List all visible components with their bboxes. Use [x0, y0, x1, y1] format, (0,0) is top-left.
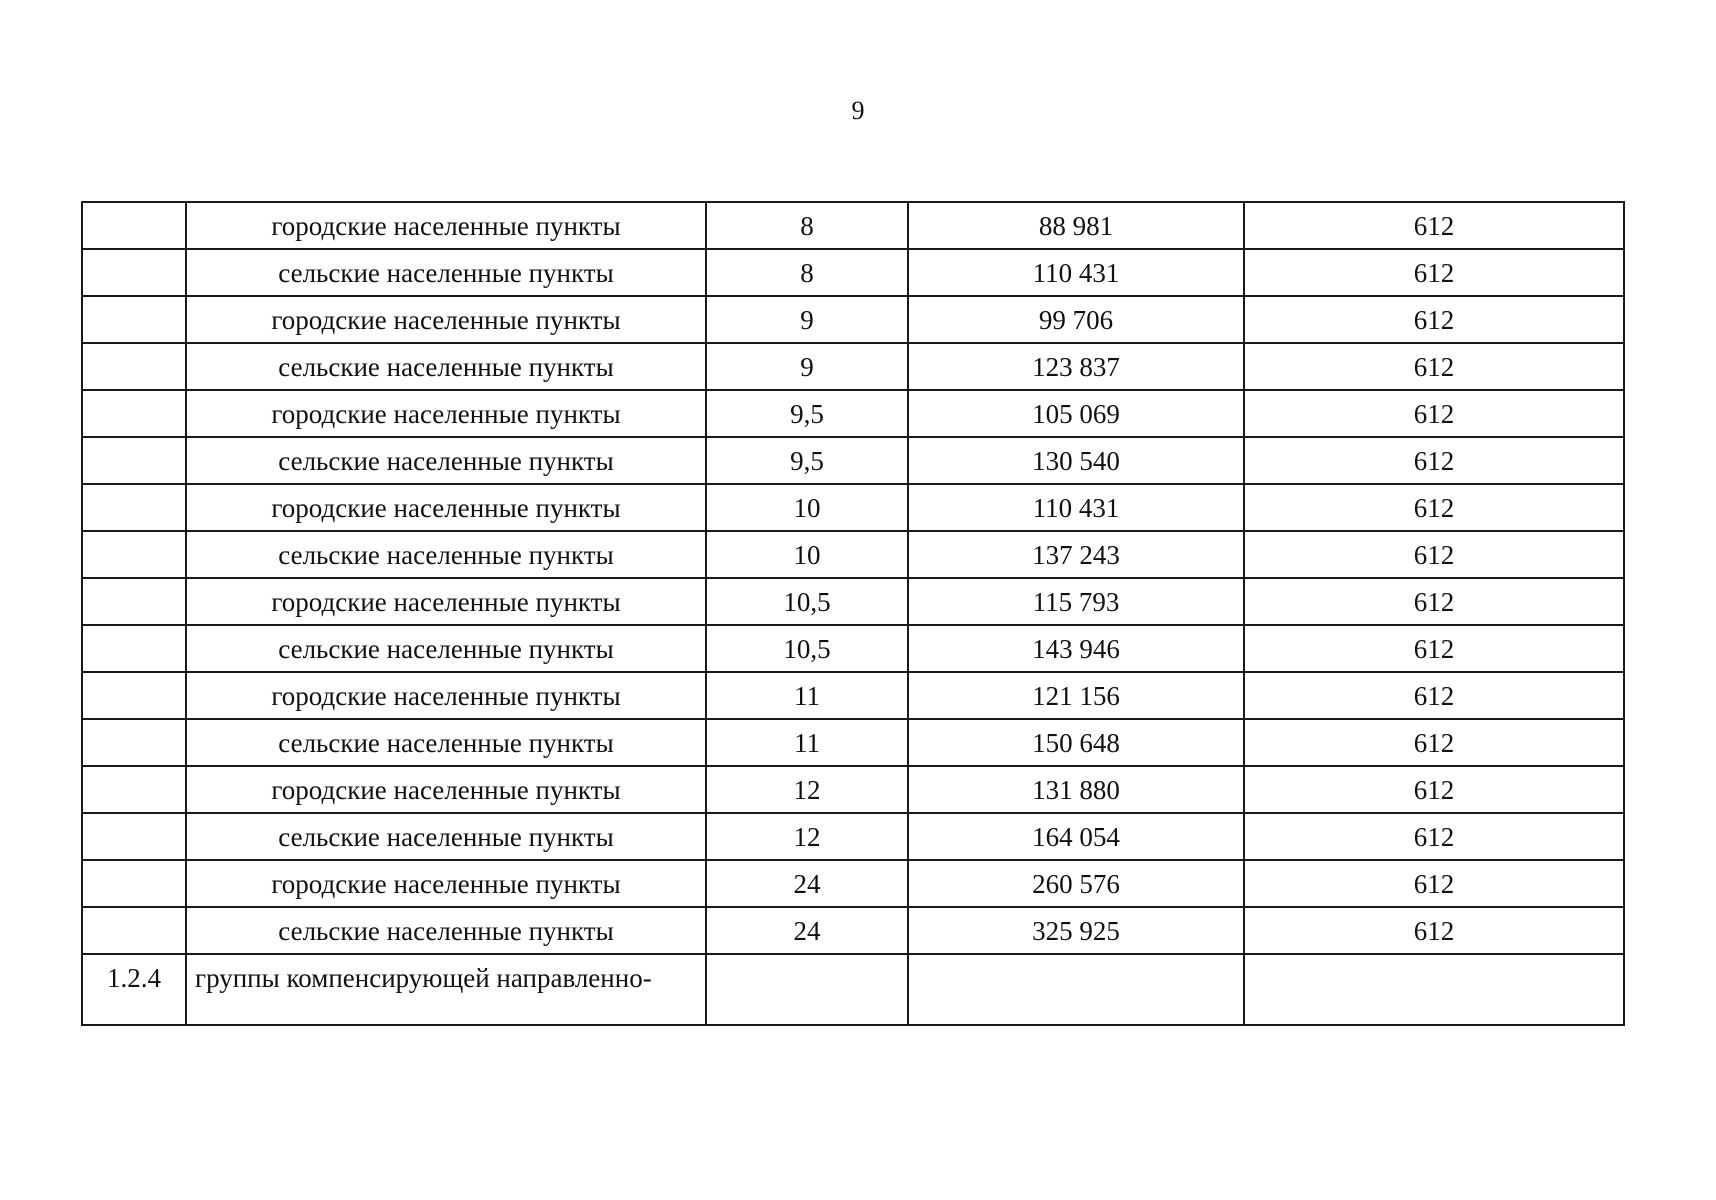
settlement-type-cell: городские населенные пункты	[186, 766, 706, 813]
code-cell: 612	[1244, 766, 1624, 813]
amount-cell: 110 431	[908, 249, 1244, 296]
row-number-cell	[82, 907, 186, 954]
page-number: 9	[851, 96, 865, 125]
amount-cell: 115 793	[908, 578, 1244, 625]
row-number-cell	[82, 672, 186, 719]
hours-cell: 12	[706, 813, 908, 860]
code-cell: 612	[1244, 625, 1624, 672]
amount-cell: 131 880	[908, 766, 1244, 813]
code-cell: 612	[1244, 672, 1624, 719]
code-cell: 612	[1244, 719, 1624, 766]
row-number-cell	[82, 249, 186, 296]
hours-cell: 11	[706, 672, 908, 719]
table-row	[82, 719, 1624, 766]
settlement-type-cell: сельские населенные пункты	[186, 813, 706, 860]
amount-cell: 130 540	[908, 437, 1244, 484]
hours-cell: 10	[706, 531, 908, 578]
hours-cell: 12	[706, 766, 908, 813]
amount-cell: 137 243	[908, 531, 1244, 578]
hours-cell: 9,5	[706, 390, 908, 437]
settlement-type-cell: городские населенные пункты	[186, 578, 706, 625]
table-row	[82, 766, 1624, 813]
row-number-cell	[82, 860, 186, 907]
row-number-cell	[82, 813, 186, 860]
row-number-cell	[82, 578, 186, 625]
row-number-cell: 1.2.4	[82, 954, 186, 1025]
hours-cell: 11	[706, 719, 908, 766]
row-number-cell	[82, 766, 186, 813]
settlement-type-cell: сельские населенные пункты	[186, 249, 706, 296]
settlement-type-cell: городские населенные пункты	[186, 390, 706, 437]
settlement-type-cell: сельские населенные пункты	[186, 625, 706, 672]
hours-cell: 9	[706, 296, 908, 343]
settlement-type-cell: городские населенные пункты	[186, 484, 706, 531]
hours-cell: 10,5	[706, 625, 908, 672]
code-cell: 612	[1244, 531, 1624, 578]
hours-cell: 24	[706, 907, 908, 954]
settlement-type-cell: городские населенные пункты	[186, 672, 706, 719]
table-row	[82, 437, 1624, 484]
code-cell: 612	[1244, 296, 1624, 343]
row-number-cell	[82, 625, 186, 672]
amount-cell: 260 576	[908, 860, 1244, 907]
table-row	[82, 860, 1624, 907]
row-number-cell	[82, 390, 186, 437]
hours-cell: 9	[706, 343, 908, 390]
hours-cell	[706, 954, 908, 1025]
hours-cell: 9,5	[706, 437, 908, 484]
table-row	[82, 202, 1624, 249]
amount-cell: 123 837	[908, 343, 1244, 390]
code-cell: 612	[1244, 907, 1624, 954]
amount-cell: 110 431	[908, 484, 1244, 531]
row-number-cell	[82, 202, 186, 249]
code-cell	[1244, 954, 1624, 1025]
code-cell: 612	[1244, 249, 1624, 296]
settlement-type-cell: городские населенные пункты	[186, 296, 706, 343]
amount-cell: 150 648	[908, 719, 1244, 766]
amount-cell: 99 706	[908, 296, 1244, 343]
row-number-cell	[82, 296, 186, 343]
row-number-cell	[82, 343, 186, 390]
settlement-type-cell: группы компенсирующей направленно-	[186, 954, 706, 1025]
table-row	[82, 672, 1624, 719]
code-cell: 612	[1244, 202, 1624, 249]
table-row	[82, 813, 1624, 860]
settlement-type-cell: сельские населенные пункты	[186, 719, 706, 766]
code-cell: 612	[1244, 390, 1624, 437]
code-cell: 612	[1244, 860, 1624, 907]
settlement-type-cell: городские населенные пункты	[186, 860, 706, 907]
table-row-section-1-2-4	[82, 954, 1624, 1025]
hours-cell: 8	[706, 249, 908, 296]
code-cell: 612	[1244, 813, 1624, 860]
settlement-type-cell: сельские населенные пункты	[186, 437, 706, 484]
code-cell: 612	[1244, 578, 1624, 625]
table-row	[82, 249, 1624, 296]
table-row	[82, 296, 1624, 343]
code-cell: 612	[1244, 484, 1624, 531]
amount-cell: 164 054	[908, 813, 1244, 860]
row-number-cell	[82, 531, 186, 578]
amount-cell: 143 946	[908, 625, 1244, 672]
table-row	[82, 343, 1624, 390]
amount-cell: 88 981	[908, 202, 1244, 249]
table-row	[82, 578, 1624, 625]
amount-cell: 121 156	[908, 672, 1244, 719]
row-number-cell	[82, 437, 186, 484]
row-number-cell	[82, 484, 186, 531]
hours-cell: 24	[706, 860, 908, 907]
settlement-type-cell: сельские населенные пункты	[186, 531, 706, 578]
table-row	[82, 484, 1624, 531]
table-body	[82, 202, 1624, 1025]
table-row	[82, 907, 1624, 954]
settlement-type-cell: сельские населенные пункты	[186, 907, 706, 954]
settlement-type-cell: городские населенные пункты	[186, 202, 706, 249]
hours-cell: 10	[706, 484, 908, 531]
amount-cell	[908, 954, 1244, 1025]
table-row	[82, 625, 1624, 672]
amount-cell: 325 925	[908, 907, 1244, 954]
hours-cell: 8	[706, 202, 908, 249]
code-cell: 612	[1244, 437, 1624, 484]
amount-cell: 105 069	[908, 390, 1244, 437]
table-row	[82, 531, 1624, 578]
settlement-type-cell: сельские населенные пункты	[186, 343, 706, 390]
table-row	[82, 390, 1624, 437]
data-table	[81, 201, 1625, 1026]
hours-cell: 10,5	[706, 578, 908, 625]
code-cell: 612	[1244, 343, 1624, 390]
row-number-cell	[82, 719, 186, 766]
